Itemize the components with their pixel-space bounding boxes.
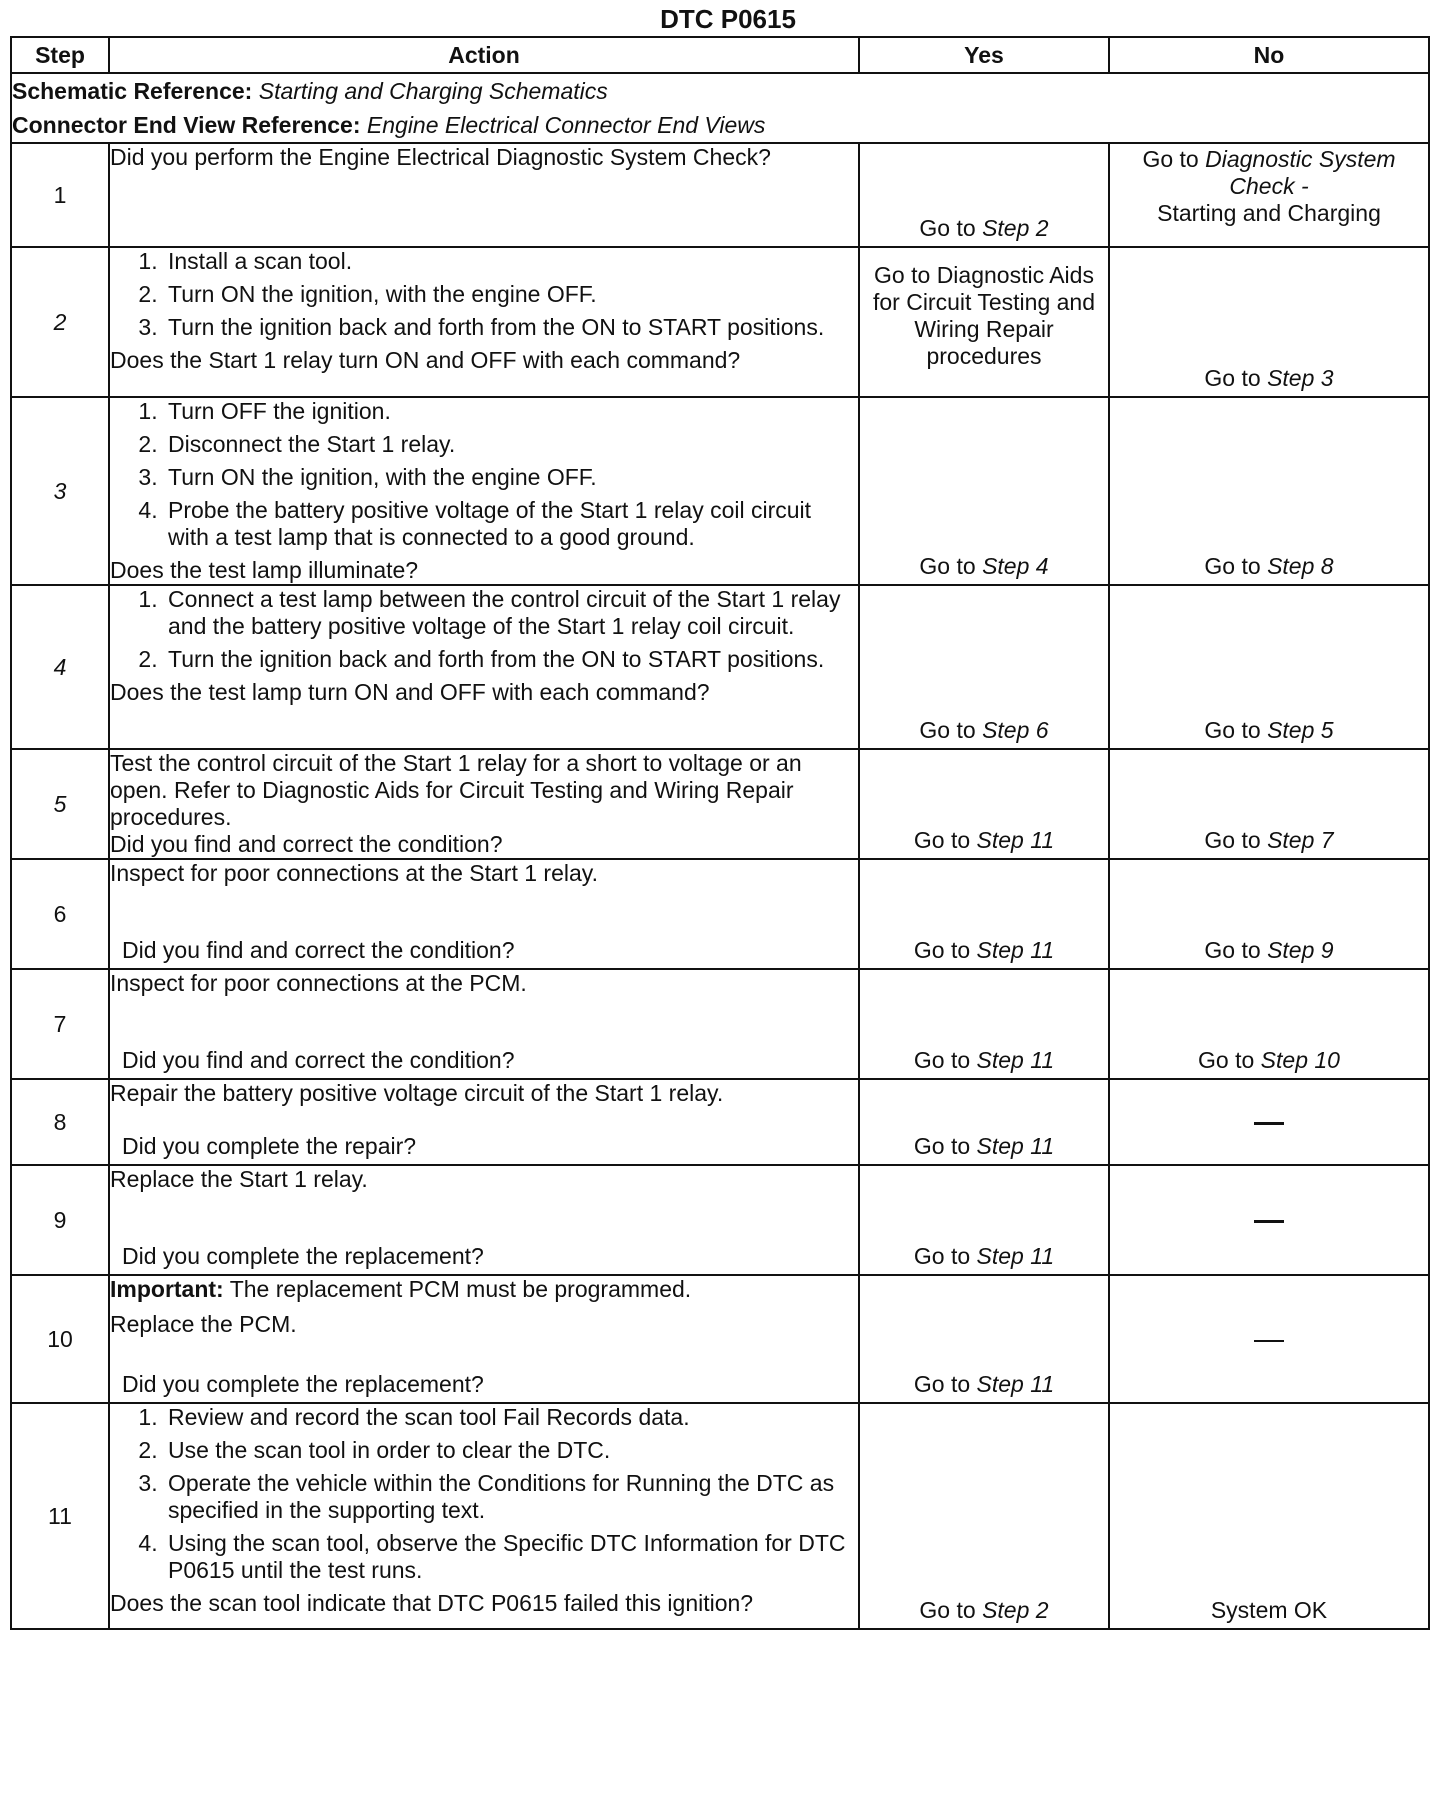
no-cell: [1109, 859, 1429, 969]
action-list: [110, 1404, 858, 1584]
action-question: Does the Start 1 relay turn ON and OFF with each command?: [110, 347, 741, 373]
important-note: [110, 1276, 858, 1303]
reference-row: [11, 73, 1429, 143]
step-number: 9: [11, 1165, 109, 1275]
yes-link[interactable]: Go to Step 4: [919, 553, 1049, 579]
yes-link[interactable]: Go to Step 11: [913, 1133, 1055, 1159]
action-item: 2. Use the scan tool in order to clear the DTC.: [164, 1437, 858, 1464]
yes-link[interactable]: Go to Step 11: [913, 827, 1055, 853]
table-row: [11, 749, 1429, 859]
step-number: 10: [11, 1275, 109, 1403]
action-text: Replace the Start 1 relay.: [110, 1166, 368, 1192]
action-item: 2. Turn the ignition back and forth from the ON to START positions.: [164, 646, 858, 673]
no-result: System OK: [1210, 1597, 1328, 1623]
header-yes: Yes: [859, 37, 1109, 73]
no-dash: —: [1254, 1203, 1284, 1237]
yes-cell: [859, 585, 1109, 749]
yes-cell: [859, 1165, 1109, 1275]
schematic-label: Schematic Reference:: [12, 78, 253, 104]
action-cell: [109, 247, 859, 397]
header-row: [11, 37, 1429, 73]
no-cell: [1109, 749, 1429, 859]
action-cell: [109, 1403, 859, 1629]
no-link[interactable]: Go to Step 3: [1204, 365, 1334, 391]
schematic-link[interactable]: Starting and Charging Schematics: [258, 78, 608, 104]
no-cell: [1109, 1275, 1429, 1403]
no-cell: [1109, 585, 1429, 749]
no-dash: —: [1254, 1105, 1284, 1139]
yes-cell: [859, 1079, 1109, 1165]
no-cell: [1109, 1079, 1429, 1165]
action-cell: [109, 1165, 859, 1275]
important-text: The replacement PCM must be programmed.: [229, 1276, 692, 1302]
yes-link[interactable]: Go to Step 2: [919, 215, 1049, 241]
yes-cell: [859, 397, 1109, 585]
no-cell: [1109, 969, 1429, 1079]
table-row: [11, 1403, 1429, 1629]
action-question: Did you perform the Engine Electrical Diagnostic System Check?: [110, 144, 771, 170]
yes-cell: [859, 1275, 1109, 1403]
yes-link[interactable]: Go to Step 11: [913, 1047, 1055, 1073]
yes-link[interactable]: Go to Step 11: [913, 1371, 1055, 1397]
no-link[interactable]: Go to Step 9: [1204, 937, 1334, 963]
step-number: 7: [11, 969, 109, 1079]
action-list: [110, 398, 858, 551]
yes-cell: [859, 749, 1109, 859]
action-text: Inspect for poor connections at the Start 1 relay.: [110, 860, 598, 886]
yes-link[interactable]: Go to Step 6: [919, 717, 1049, 743]
action-item: 2. Disconnect the Start 1 relay.: [164, 431, 858, 458]
action-question: Did you find and correct the condition?: [110, 831, 503, 857]
no-link[interactable]: Go to Step 5: [1204, 717, 1334, 743]
important-label: Important:: [110, 1276, 224, 1302]
step-number: 2: [11, 247, 109, 397]
action-item: 4. Using the scan tool, observe the Specific DTC Information for DTC P0615 until the test runs.: [164, 1530, 858, 1584]
yes-link[interactable]: Go to Diagnostic Aids for Circuit Testing and Wiring Repair procedures: [872, 262, 1095, 369]
yes-link[interactable]: Go to Step 2: [919, 1597, 1049, 1623]
action-question: Did you find and correct the condition?: [122, 1047, 515, 1073]
schematic-reference: [12, 74, 1428, 108]
table-row: [11, 143, 1429, 247]
action-item: 4. Probe the battery positive voltage of the Start 1 relay coil circuit with a test lamp that is connected to a good ground.: [164, 497, 858, 551]
table-row: [11, 247, 1429, 397]
action-question: Does the test lamp illuminate?: [110, 557, 419, 583]
step-number: 1: [11, 143, 109, 247]
action-item: 1. Install a scan tool.: [164, 248, 858, 275]
yes-link[interactable]: Go to Step 11: [913, 937, 1055, 963]
step-number: 8: [11, 1079, 109, 1165]
action-cell: [109, 143, 859, 247]
action-item: 2. Turn ON the ignition, with the engine OFF.: [164, 281, 858, 308]
action-list: [110, 586, 858, 673]
yes-link[interactable]: Go to Step 11: [913, 1243, 1055, 1269]
reference-cell: [11, 73, 1429, 143]
action-item: 3. Turn ON the ignition, with the engine OFF.: [164, 464, 858, 491]
no-cell: [1109, 1403, 1429, 1629]
action-question: Does the scan tool indicate that DTC P0615 failed this ignition?: [110, 1590, 754, 1616]
action-cell: [109, 1079, 859, 1165]
action-cell: [109, 749, 859, 859]
yes-cell: [859, 143, 1109, 247]
yes-cell: [859, 859, 1109, 969]
table-row: [11, 1079, 1429, 1165]
action-item: 1. Review and record the scan tool Fail Records data.: [164, 1404, 858, 1431]
action-text: Test the control circuit of the Start 1 relay for a short to voltage or an open. Refer to Diagnostic Aids for Circuit Testing and Wiring Repair procedures.: [110, 750, 802, 830]
yes-cell: [859, 247, 1109, 397]
header-step: Step: [11, 37, 109, 73]
action-item: 1. Turn OFF the ignition.: [164, 398, 858, 425]
action-cell: [109, 1275, 859, 1403]
step-number: 11: [11, 1403, 109, 1629]
diagnostic-table: [10, 36, 1430, 1630]
table-row: [11, 969, 1429, 1079]
table-row: [11, 1275, 1429, 1403]
action-question: Does the test lamp turn ON and OFF with each command?: [110, 679, 710, 705]
action-cell: [109, 397, 859, 585]
yes-cell: [859, 969, 1109, 1079]
table-row: [11, 585, 1429, 749]
no-cell: [1109, 247, 1429, 397]
connector-reference: [12, 108, 1428, 142]
action-item: 3. Turn the ignition back and forth from the ON to START positions.: [164, 314, 858, 341]
no-cell: [1109, 1165, 1429, 1275]
action-question: Did you complete the repair?: [122, 1133, 417, 1159]
no-dash: —: [1254, 1322, 1284, 1356]
action-question: Did you find and correct the condition?: [122, 937, 515, 963]
table-row: [11, 859, 1429, 969]
header-no: No: [1109, 37, 1429, 73]
page-title: DTC P0615: [660, 4, 796, 34]
action-text: Replace the PCM.: [110, 1311, 297, 1337]
no-link[interactable]: Go to Diagnostic System Check - Starting and Charging: [1142, 146, 1396, 226]
no-cell: [1109, 397, 1429, 585]
action-text: Repair the battery positive voltage circuit of the Start 1 relay.: [110, 1080, 724, 1106]
yes-cell: [859, 1403, 1109, 1629]
action-question: Did you complete the replacement?: [122, 1243, 484, 1269]
no-cell: [1109, 143, 1429, 247]
action-question: Did you complete the replacement?: [122, 1371, 484, 1397]
step-number: 4: [11, 585, 109, 749]
action-cell: [109, 585, 859, 749]
action-item: 3. Operate the vehicle within the Conditions for Running the DTC as specified in the supporting text.: [164, 1470, 858, 1524]
action-cell: [109, 859, 859, 969]
step-number: 3: [11, 397, 109, 585]
table-row: [11, 397, 1429, 585]
step-number: 5: [11, 749, 109, 859]
action-list: [110, 248, 858, 341]
no-link[interactable]: Go to Step 8: [1204, 553, 1334, 579]
action-item: 1. Connect a test lamp between the control circuit of the Start 1 relay and the battery positive voltage of the Start 1 relay coil circuit.: [164, 586, 858, 640]
table-row: [11, 1165, 1429, 1275]
action-cell: [109, 969, 859, 1079]
no-link[interactable]: Go to Step 10: [1198, 1047, 1340, 1073]
no-link[interactable]: Go to Step 7: [1204, 827, 1334, 853]
action-text: Inspect for poor connections at the PCM.: [110, 970, 527, 996]
connector-label: Connector End View Reference:: [12, 112, 361, 138]
header-action: Action: [109, 37, 859, 73]
connector-link[interactable]: Engine Electrical Connector End Views: [366, 112, 766, 138]
step-number: 6: [11, 859, 109, 969]
